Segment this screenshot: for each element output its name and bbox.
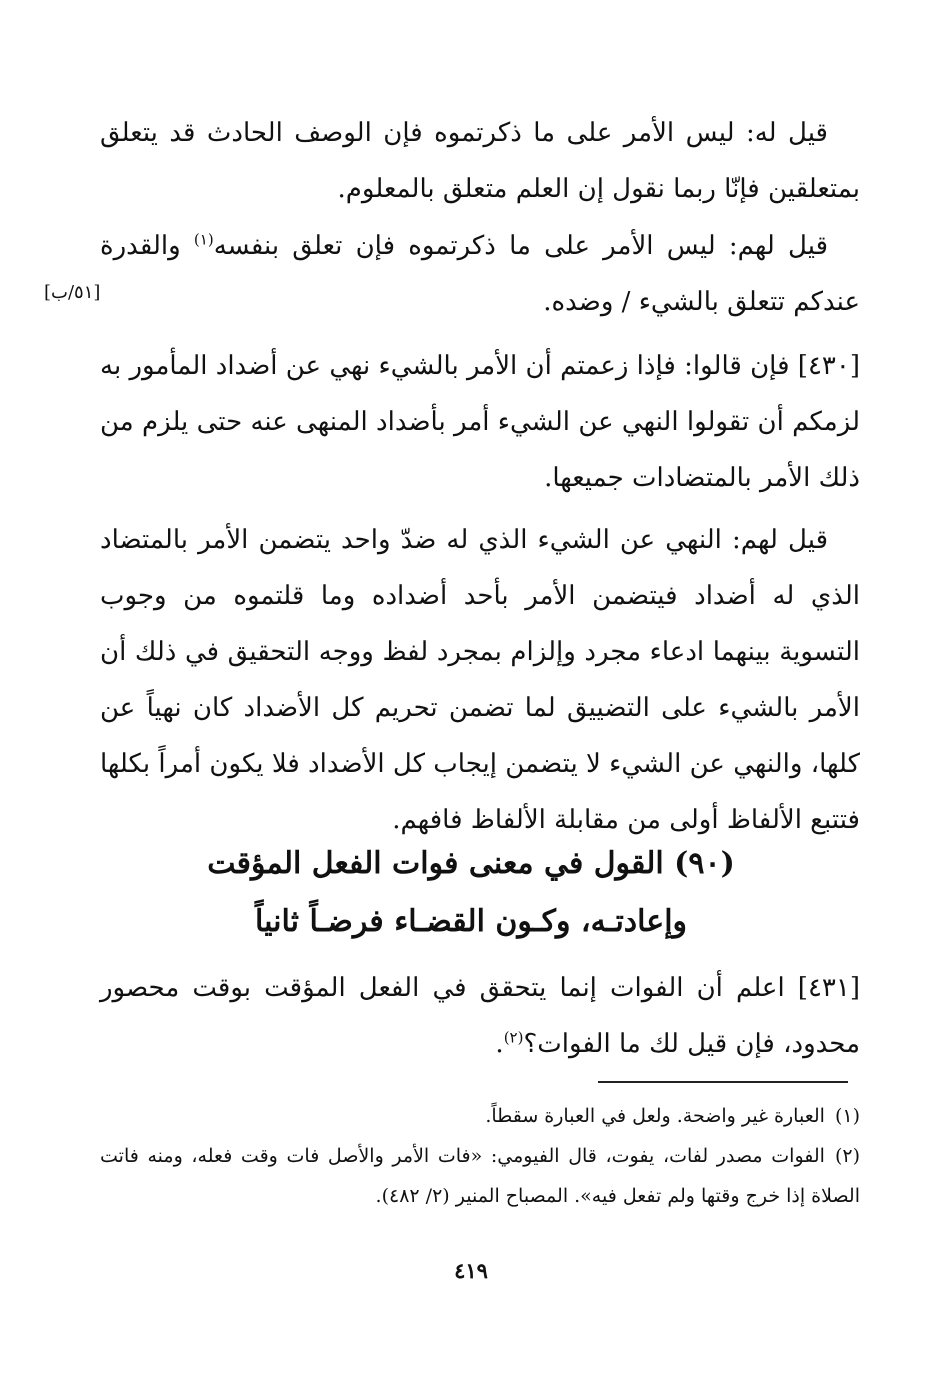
footnote-2 xyxy=(100,1136,860,1216)
footnotes xyxy=(100,1096,860,1216)
footnote-ref-1[interactable]: (١) xyxy=(193,230,214,249)
paragraph-1: قيل له: ليس الأمر على ما ذكرتموه فإن الوصف الحادث قد يتعلق بمتعلقين فإنّا ربما نقول إن العلم متعلق بالمعلوم. xyxy=(100,118,860,204)
paragraph-2-lead: قيل لهم: ليس الأمر على ما ذكرتموه فإن تعلق بنفسه xyxy=(213,231,829,261)
footnote-1 xyxy=(100,1096,860,1136)
paragraph-2-rest: والقدرة عندكم تتعلق بالشيء / وضده. xyxy=(100,231,860,317)
paragraph-2 xyxy=(100,218,860,330)
page-number: ٤١٩ xyxy=(454,1258,488,1283)
footnote-1-text: العبارة غير واضحة. ولعل في العبارة سقطاً. xyxy=(485,1105,825,1127)
section-heading-line-1: (٩٠) القول في معنى فوات الفعل المؤقت xyxy=(207,846,735,881)
paragraph-431 xyxy=(100,960,860,1072)
section-heading-line-2: وإعادتـه، وكـون القضـاء فرضـاً ثانياً xyxy=(254,904,688,939)
footnote-separator xyxy=(598,1081,848,1083)
footnote-ref-2[interactable]: (٢) xyxy=(503,1028,524,1047)
manuscript-folio-marker: [٥١/ب] xyxy=(44,282,101,303)
paragraph-431-text: [٤٣١] اعلم أن الفوات إنما يتحقق في الفعل المؤقت بوقت محصور محدود، فإن قيل لك ما الفوات؟ xyxy=(100,973,860,1059)
paragraph-430: [٤٣٠] فإن قالوا: فإذا زعمتم أن الأمر بالشيء نهي عن أضداد المأمور به لزمكم أن تقولوا النهي عن الشيء أمر بأضداد المنهى عنه حتى يلزم من ذلك الأمر بالمتضادات جميعها. xyxy=(100,351,860,493)
footnote-2-number: (٢) xyxy=(834,1145,860,1167)
paragraph-reply: قيل لهم: النهي عن الشيء الذي له ضدّ واحد يتضمن الأمر بالمتضاد الذي له أضداد فيتضمن الأمر بأحد أضداده وما قلتموه من وجوب التسوية بينهما ادعاء مجرد وإلزام بمجرد لفظ ووجه التحقيق في ذلك أن الأمر بالشيء على التضييق لما تضمن تحريم كل الأضداد كان نهياً عن كلها، والنهي عن الشيء لا يتضمن إيجاب كل الأضداد فلا يكون أمراً بكلها فتتبع الألفاظ أولى من مقابلة الألفاظ فافهم. xyxy=(100,525,860,835)
footnote-2-text: الفوات مصدر لفات، يفوت، قال الفيومي: «فات الأمر والأصل فات وقت فعله، ومنه فاتت الصلاة إذا خرج وقتها ولم تفعل فيه». المصباح المنير (٢/ ٤٨٢). xyxy=(100,1145,860,1207)
paragraph-431-tail: . xyxy=(495,1029,504,1059)
footnote-1-number: (١) xyxy=(834,1105,860,1127)
